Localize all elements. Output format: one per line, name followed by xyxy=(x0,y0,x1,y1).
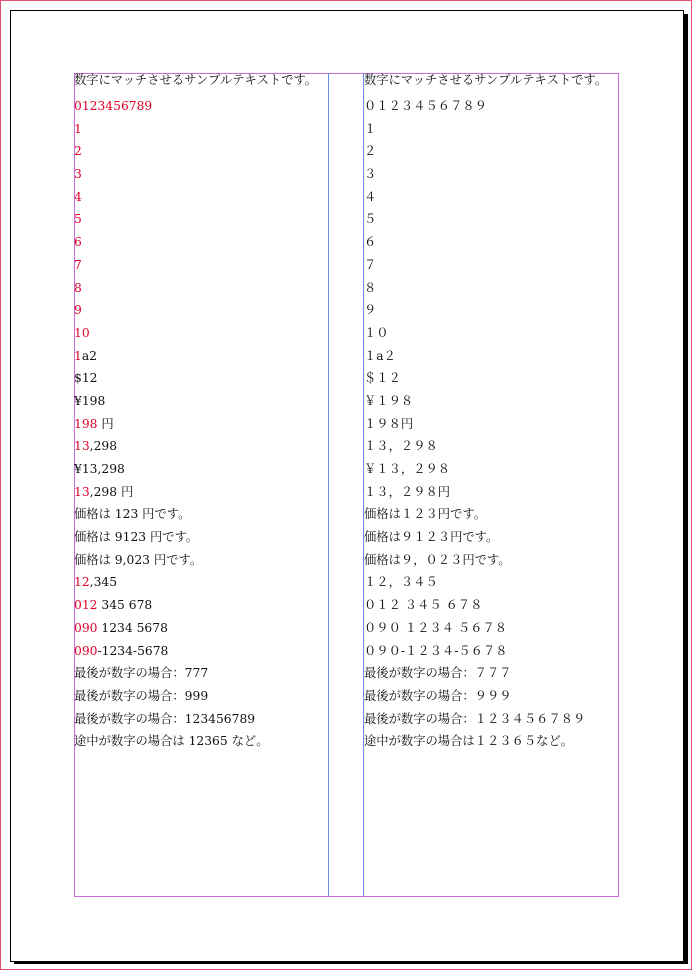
text-segment: ¥13,298 xyxy=(74,462,125,476)
text-line xyxy=(74,572,328,595)
text-line: 価格は１２３円です。 xyxy=(364,507,486,522)
text-line xyxy=(74,663,328,686)
text-line: 価格は９，０２３円です。 xyxy=(364,552,511,567)
highlighted-number: 7 xyxy=(74,257,82,272)
column-guide-left xyxy=(328,73,329,896)
text-line xyxy=(74,618,328,641)
text-line xyxy=(74,255,328,278)
text-line: 最後が数字の場合：７７７ xyxy=(364,666,512,681)
text-line: ８ xyxy=(364,280,377,295)
text-segment: 価格は 9123 円です。 xyxy=(74,530,199,545)
text-segment: 価格は 123 円です。 xyxy=(74,507,191,522)
text-line xyxy=(74,709,328,732)
highlighted-number: 8 xyxy=(74,280,82,295)
text-segment: ,345 xyxy=(89,575,118,590)
text-line xyxy=(74,300,328,323)
text-line xyxy=(74,527,328,550)
highlighted-number: 090 xyxy=(74,620,98,635)
text-line xyxy=(74,436,328,459)
text-segment: 最後が数字の場合：777 xyxy=(74,666,209,681)
highlighted-number: 1 xyxy=(74,121,82,136)
highlighted-number: 3 xyxy=(74,167,82,182)
text-segment: a2 xyxy=(81,348,97,363)
text-line xyxy=(74,70,328,96)
text-line xyxy=(74,731,328,754)
highlighted-number: 4 xyxy=(74,189,82,204)
text-line: 途中が数字の場合は１２３６５など。 xyxy=(364,734,574,749)
text-line: １３，２９８円 xyxy=(364,484,451,499)
text-line: ＄１２ xyxy=(364,371,401,386)
highlighted-number: 6 xyxy=(74,235,82,250)
text-line xyxy=(74,482,328,505)
text-line xyxy=(74,96,328,119)
right-text-column[interactable] xyxy=(364,70,616,754)
text-segment: 345 678 xyxy=(97,598,153,613)
text-line: ５ xyxy=(364,212,377,227)
text-segment: 途中が数字の場合は 12365 など。 xyxy=(74,734,269,749)
text-line xyxy=(74,164,328,187)
text-line: ０９０-１２３４-５６７８ xyxy=(364,643,508,658)
text-line: １a２ xyxy=(364,348,396,363)
text-line: ６ xyxy=(364,235,377,250)
text-line: ７ xyxy=(364,257,377,272)
text-line xyxy=(74,550,328,573)
text-line: 最後が数字の場合：９９９ xyxy=(364,688,512,703)
highlighted-number: 198 xyxy=(74,416,98,431)
text-line: １２，３４５ xyxy=(364,575,438,590)
text-line xyxy=(74,346,328,369)
text-line xyxy=(74,686,328,709)
highlighted-number: 10 xyxy=(74,325,90,340)
text-line: ０９０ １２３４ ５６７８ xyxy=(364,620,508,635)
left-text-column[interactable] xyxy=(74,70,328,754)
text-segment: 最後が数字の場合：999 xyxy=(74,688,209,703)
text-line: １３，２９８ xyxy=(364,439,438,454)
text-line: 数字にマッチさせるサンプルテキストです。 xyxy=(364,73,608,87)
text-segment: 数字にマッチさせるサンプルテキストです。 xyxy=(74,73,318,87)
text-line xyxy=(74,641,328,664)
text-line xyxy=(74,187,328,210)
text-segment: ,298 xyxy=(89,439,118,454)
text-line: ￥１３，２９８ xyxy=(364,462,451,476)
highlighted-number: 12 xyxy=(74,575,90,590)
text-line xyxy=(74,504,328,527)
text-line xyxy=(74,459,328,482)
text-segment: 最後が数字の場合：123456789 xyxy=(74,711,256,726)
text-line xyxy=(74,368,328,391)
text-line: ４ xyxy=(364,189,377,204)
highlighted-number: 2 xyxy=(74,144,82,159)
highlighted-number: 1 xyxy=(74,348,82,363)
text-segment: 1234 5678 xyxy=(97,620,168,635)
text-segment: $12 xyxy=(74,371,98,386)
highlighted-number: 090 xyxy=(74,643,98,658)
text-line: 最後が数字の場合：１２３４５６７８９ xyxy=(364,711,586,726)
highlighted-number: 012 xyxy=(74,598,98,613)
text-line xyxy=(74,141,328,164)
text-line: ０１２３４５６７８９ xyxy=(364,99,487,113)
text-line: 価格は９１２３円です。 xyxy=(364,530,499,545)
text-line: ３ xyxy=(364,167,377,182)
text-line xyxy=(74,595,328,618)
text-line: １９８円 xyxy=(364,416,414,431)
text-line: １０ xyxy=(364,325,389,340)
text-segment: ,298 円 xyxy=(89,484,134,499)
highlighted-number: 5 xyxy=(74,212,82,227)
text-line xyxy=(74,278,328,301)
text-segment: 円 xyxy=(97,416,114,431)
text-segment: -1234-5678 xyxy=(97,643,169,658)
highlighted-number: 13 xyxy=(74,484,90,499)
text-line: ￥１９８ xyxy=(364,393,414,408)
highlighted-number: 0123456789 xyxy=(74,99,153,113)
text-line: ０１２ ３４５ ６７８ xyxy=(364,598,483,613)
text-line: ９ xyxy=(364,303,377,318)
highlighted-number: 13 xyxy=(74,439,90,454)
text-line xyxy=(74,232,328,255)
text-line: １ xyxy=(364,121,377,136)
text-line xyxy=(74,414,328,437)
text-segment: ¥198 xyxy=(74,393,106,408)
text-line xyxy=(74,323,328,346)
text-line xyxy=(74,391,328,414)
highlighted-number: 9 xyxy=(74,303,82,318)
text-line xyxy=(74,209,328,232)
text-line: ２ xyxy=(364,144,377,159)
text-line xyxy=(74,119,328,142)
text-segment: 価格は 9,023 円です。 xyxy=(74,552,203,567)
